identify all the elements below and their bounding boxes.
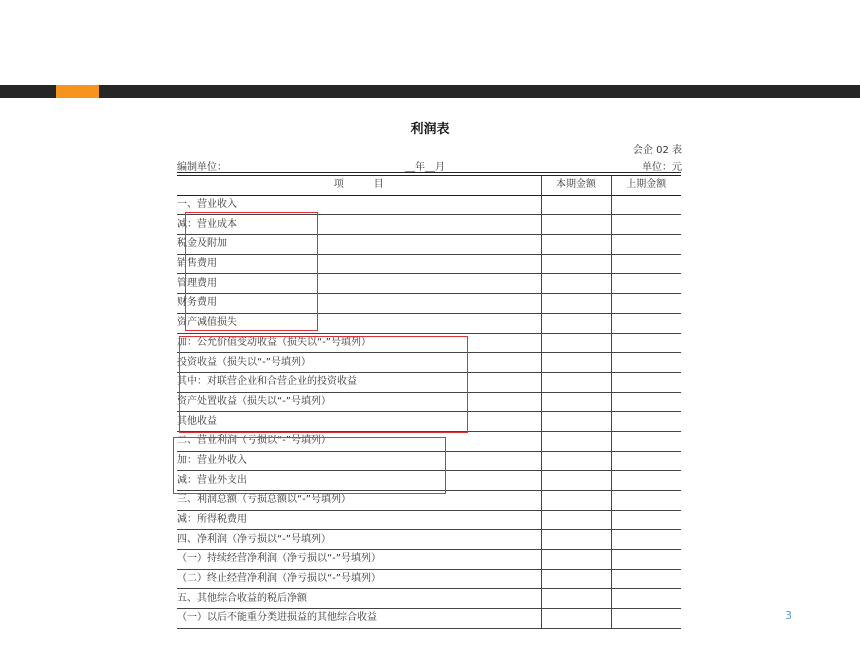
current-amount-cell — [541, 195, 611, 215]
column-header-item: 项 目 — [177, 176, 541, 195]
row-item: 一、营业收入 — [177, 195, 541, 215]
previous-amount-cell — [611, 333, 681, 353]
statement-title: 利润表 — [410, 122, 450, 137]
row-item: 加：公允价值变动收益（损失以“-”号填列） — [177, 333, 541, 353]
row-item: 减：所得税费用 — [177, 510, 541, 530]
highlight-box-cost-items — [185, 212, 318, 331]
row-item: 三、利润总额（亏损总额以“-”号填列） — [177, 491, 541, 511]
row-item: 四、净利润（净亏损以“-”号填列） — [177, 530, 541, 550]
previous-amount-cell — [611, 294, 681, 314]
row-item: （一）以后不能重分类进损益的其他综合收益 — [177, 609, 541, 629]
previous-amount-cell — [611, 569, 681, 589]
current-amount-cell — [541, 550, 611, 570]
current-amount-cell — [541, 589, 611, 609]
previous-amount-cell — [611, 372, 681, 392]
row-item: 资产减值损失 — [177, 313, 541, 333]
row-item: 五、其他综合收益的税后净额 — [177, 589, 541, 609]
row-item: 减：营业外支出 — [177, 471, 541, 491]
current-amount-cell — [541, 235, 611, 255]
page-number: 3 — [785, 609, 792, 622]
table-row — [177, 609, 681, 629]
current-amount-cell — [541, 274, 611, 294]
row-item: 管理费用 — [177, 274, 541, 294]
previous-amount-cell — [611, 431, 681, 451]
current-amount-cell — [541, 392, 611, 412]
current-amount-cell — [541, 510, 611, 530]
form-code: 会企 02 表 — [632, 145, 682, 156]
compiler-label: 编制单位： — [177, 162, 227, 173]
previous-amount-cell — [611, 195, 681, 215]
current-amount-cell — [541, 530, 611, 550]
current-amount-cell — [541, 569, 611, 589]
period-label: __年__月 — [405, 162, 445, 173]
current-amount-cell — [541, 353, 611, 373]
row-item: 销售费用 — [177, 254, 541, 274]
previous-amount-cell — [611, 530, 681, 550]
header-accent — [56, 85, 99, 98]
previous-amount-cell — [611, 215, 681, 235]
row-item: 税金及附加 — [177, 235, 541, 255]
previous-amount-cell — [611, 451, 681, 471]
current-amount-cell — [541, 254, 611, 274]
table-row — [177, 550, 681, 570]
row-item: 资产处置收益（损失以“-”号填列） — [177, 392, 541, 412]
previous-amount-cell — [611, 471, 681, 491]
table-row — [177, 530, 681, 550]
highlight-box-gain-items — [179, 336, 468, 433]
previous-amount-cell — [611, 254, 681, 274]
current-amount-cell — [541, 294, 611, 314]
current-amount-cell — [541, 491, 611, 511]
current-amount-cell — [541, 313, 611, 333]
unit-label: 单位：元 — [642, 162, 682, 173]
table-row — [177, 510, 681, 530]
header-bar — [0, 85, 860, 98]
current-amount-cell — [541, 431, 611, 451]
previous-amount-cell — [611, 589, 681, 609]
row-item: 其中：对联营企业和合营企业的投资收益 — [177, 372, 541, 392]
current-amount-cell — [541, 451, 611, 471]
current-amount-cell — [541, 609, 611, 629]
table-row — [177, 569, 681, 589]
row-item: （二）终止经营净利润（净亏损以“-”号填列） — [177, 569, 541, 589]
row-item: 财务费用 — [177, 294, 541, 314]
column-header-current: 本期金额 — [541, 176, 611, 195]
previous-amount-cell — [611, 510, 681, 530]
row-item: 减：营业成本 — [177, 215, 541, 235]
highlight-box-operating-profit — [173, 437, 446, 494]
previous-amount-cell — [611, 353, 681, 373]
row-item: 投资收益（损失以“-”号填列） — [177, 353, 541, 373]
previous-amount-cell — [611, 412, 681, 432]
previous-amount-cell — [611, 313, 681, 333]
current-amount-cell — [541, 215, 611, 235]
row-item: 其他收益 — [177, 412, 541, 432]
row-item: （一）持续经营净利润（净亏损以“-”号填列） — [177, 550, 541, 570]
previous-amount-cell — [611, 550, 681, 570]
previous-amount-cell — [611, 392, 681, 412]
table-header-row — [177, 176, 681, 195]
previous-amount-cell — [611, 609, 681, 629]
previous-amount-cell — [611, 491, 681, 511]
row-item: 加：营业外收入 — [177, 451, 541, 471]
previous-amount-cell — [611, 274, 681, 294]
current-amount-cell — [541, 372, 611, 392]
current-amount-cell — [541, 412, 611, 432]
table-row — [177, 589, 681, 609]
current-amount-cell — [541, 333, 611, 353]
row-item: 二、营业利润（亏损以“-”号填列） — [177, 431, 541, 451]
current-amount-cell — [541, 471, 611, 491]
previous-amount-cell — [611, 235, 681, 255]
column-header-previous: 上期金额 — [611, 176, 681, 195]
